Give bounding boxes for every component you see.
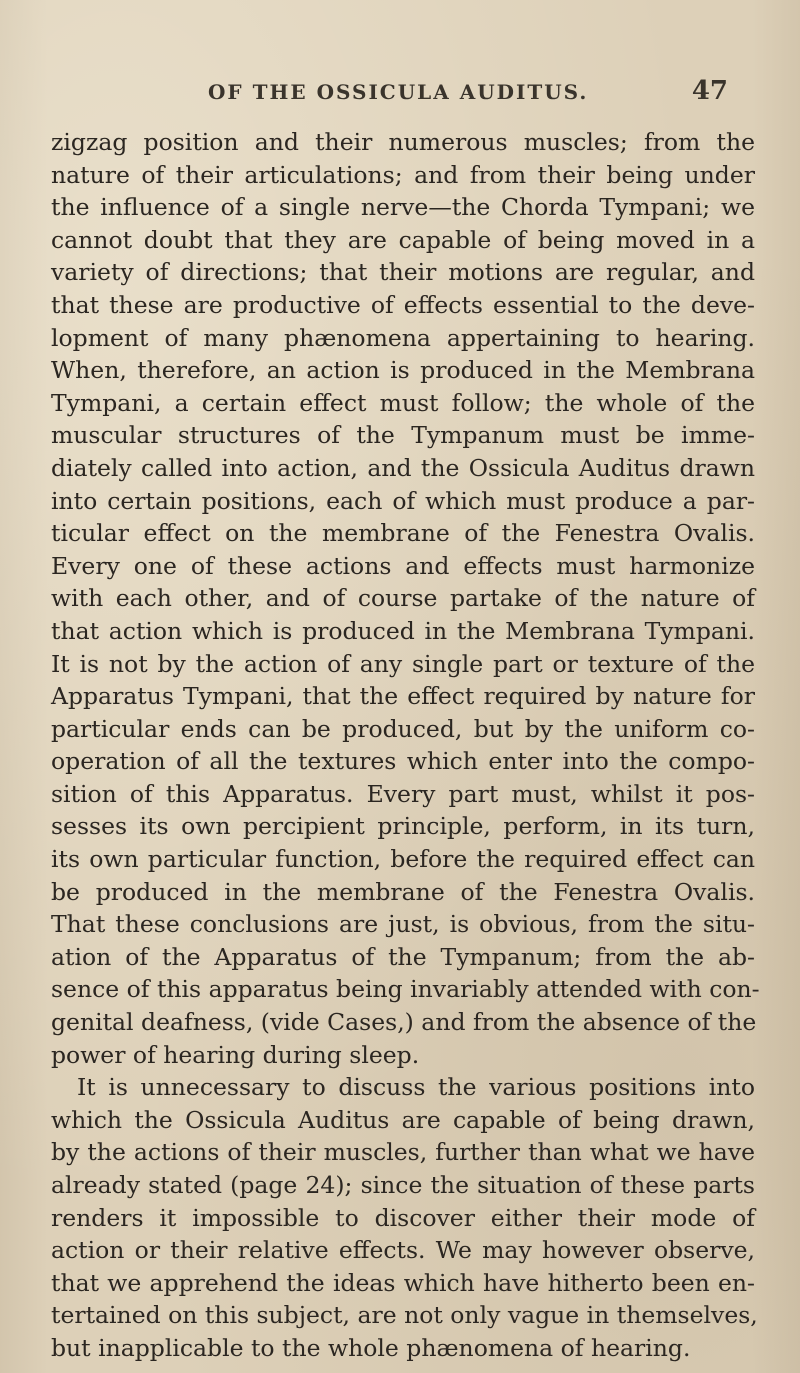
text-line: Apparatus Tympani, that the effect required by nature for bbox=[51, 682, 755, 711]
text-line: sesses its own percipient principle, perform, in its turn, bbox=[51, 812, 755, 841]
text-line: its own particular function, before the required effect can bbox=[51, 845, 755, 874]
page-number: 47 bbox=[691, 76, 728, 106]
text-line: Tympani, a certain effect must follow; the whole of the bbox=[51, 388, 755, 417]
text-line: muscular structures of the Tympanum must be imme- bbox=[51, 421, 755, 450]
paragraph-end-line: power of hearing during sleep. bbox=[51, 1040, 420, 1069]
text-line: tertained on this subject, are not only vague in themselves, bbox=[51, 1301, 758, 1330]
text-line: action or their relative effects. We may however observe, bbox=[51, 1236, 755, 1265]
text-line: that we apprehend the ideas which have hitherto been en- bbox=[51, 1268, 755, 1297]
text-line: ticular effect on the membrane of the Fenestra Ovalis. bbox=[51, 519, 755, 548]
text-line: that action which is produced in the Membrana Tympani. bbox=[51, 616, 755, 645]
running-head bbox=[60, 76, 740, 110]
text-line: renders it impossible to discover either their mode of bbox=[51, 1203, 755, 1232]
text-line: That these conclusions are just, is obvious, from the situ- bbox=[51, 910, 755, 939]
text-line: variety of directions; that their motions are regular, and bbox=[51, 258, 755, 287]
text-line: zigzag position and their numerous muscles; from the bbox=[51, 128, 755, 156]
text-line: that these are productive of effects essential to the deve- bbox=[51, 290, 755, 319]
text-line: cannot doubt that they are capable of being moved in a bbox=[51, 225, 755, 254]
running-title: OF THE OSSICULA AUDITUS. bbox=[208, 80, 589, 104]
text-line: particular ends can be produced, but by the uniform co- bbox=[51, 714, 755, 743]
text-line: When, therefore, an action is produced in the Membrana bbox=[51, 356, 755, 385]
paragraph-end-line: but inapplicable to the whole phænomena of hearing. bbox=[51, 1333, 691, 1362]
text-line: which the Ossicula Auditus are capable of being drawn, bbox=[51, 1105, 755, 1134]
text-line: sition of this Apparatus. Every part must, whilst it pos- bbox=[51, 779, 755, 808]
text-line: already stated (page 24); since the situation of these parts bbox=[51, 1171, 755, 1199]
text-line: by the actions of their muscles, further than what we have bbox=[51, 1138, 755, 1167]
text-line: the influence of a single nerve—the Chorda Tympani; we bbox=[51, 193, 755, 222]
text-line: with each other, and of course partake of the nature of bbox=[51, 584, 755, 613]
text-line: be produced in the membrane of the Fenestra Ovalis. bbox=[51, 877, 755, 906]
text-line: genital deafness, (vide Cases,) and from the absence of the bbox=[51, 1008, 757, 1037]
text-line: It is not by the action of any single part or texture of the bbox=[51, 649, 755, 678]
text-line: lopment of many phænomena appertaining to hearing. bbox=[51, 323, 755, 352]
text-line: diately called into action, and the Ossicula Auditus drawn bbox=[51, 453, 755, 482]
body-text bbox=[51, 126, 760, 1365]
text-line: sence of this apparatus being invariably attended with con- bbox=[51, 975, 760, 1004]
text-line: Every one of these actions and effects must harmonize bbox=[51, 551, 755, 580]
text-line: nature of their articulations; and from their being under bbox=[51, 160, 755, 189]
text-line: into certain positions, each of which must produce a par- bbox=[51, 486, 755, 515]
text-line: operation of all the textures which enter into the compo- bbox=[51, 747, 755, 776]
text-line: ation of the Apparatus of the Tympanum; from the ab- bbox=[51, 942, 755, 971]
paragraph-start-line: It is unnecessary to discuss the various positions into bbox=[77, 1073, 755, 1102]
